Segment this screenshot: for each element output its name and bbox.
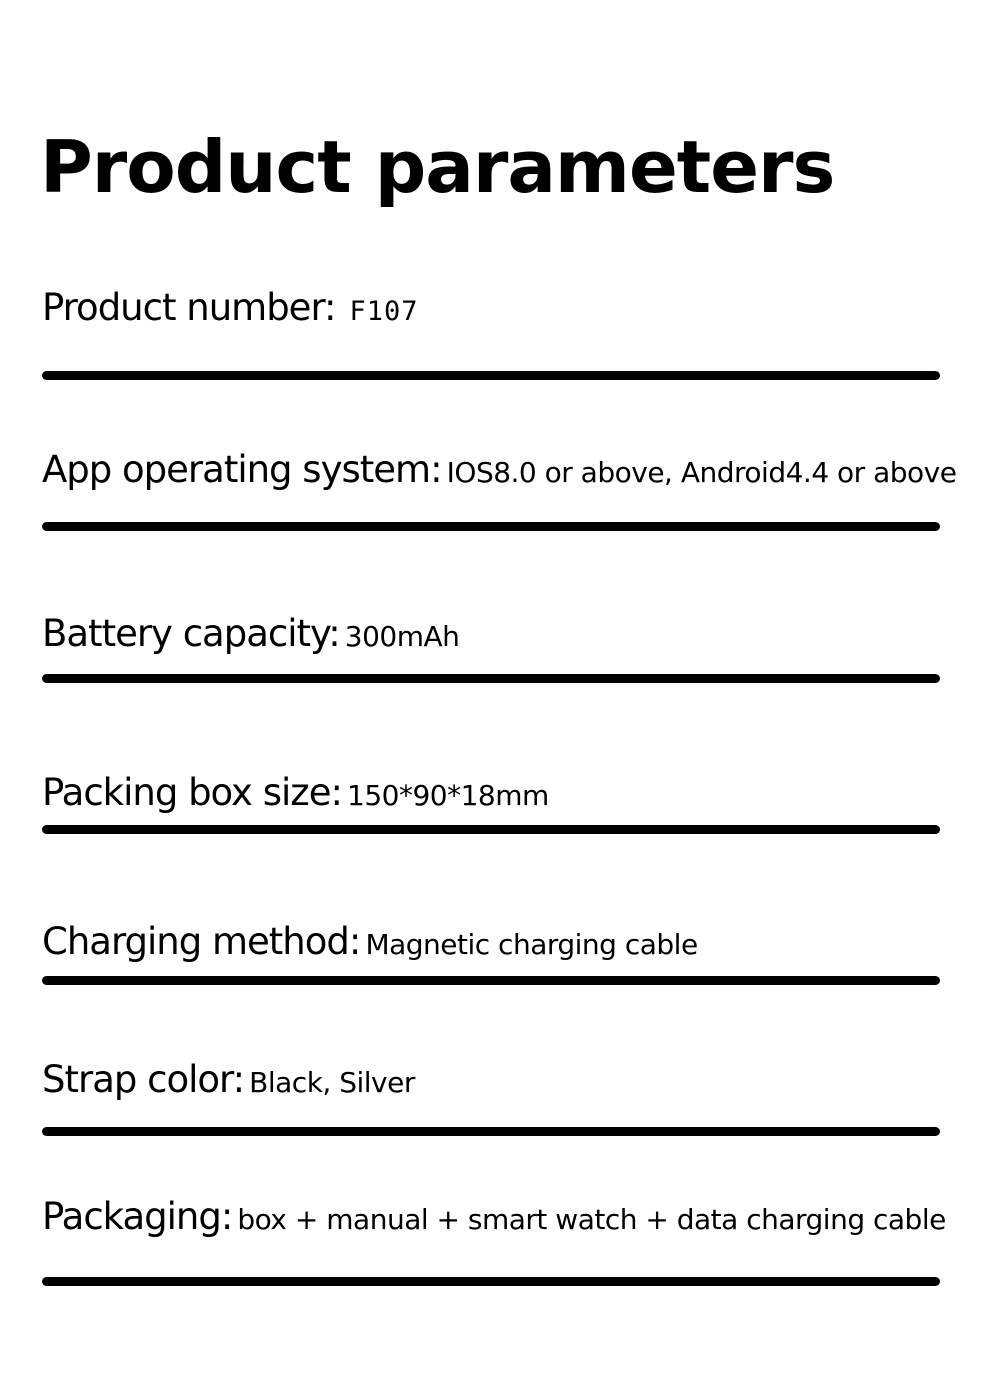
page-title: Product parameters: [40, 125, 835, 209]
divider: [42, 1277, 940, 1286]
param-label: Packing box size:: [42, 771, 342, 814]
divider: [42, 825, 940, 834]
divider: [42, 1127, 940, 1136]
param-row-app-operating-system: [42, 447, 957, 496]
param-label: Packaging:: [42, 1195, 233, 1238]
param-value: Magnetic charging cable: [365, 928, 698, 961]
param-row-product-number: [42, 285, 942, 335]
param-row-charging-method: [42, 919, 942, 968]
param-label: App operating system:: [42, 448, 442, 491]
param-value: Black, Silver: [249, 1066, 415, 1099]
divider: [42, 371, 940, 380]
param-value: box + manual + smart watch + data charging cable: [237, 1203, 946, 1236]
param-value: IOS8.0 or above, Android4.4 or above: [446, 456, 957, 489]
param-label: Battery capacity:: [42, 612, 340, 655]
param-label: Charging method:: [42, 920, 361, 963]
param-value: F107: [349, 296, 419, 327]
param-value: 300mAh: [344, 620, 460, 653]
param-label: Product number:: [42, 286, 336, 329]
param-row-strap-color: [42, 1057, 942, 1106]
param-row-packing-box-size: [42, 770, 942, 819]
divider: [42, 976, 940, 985]
divider: [42, 674, 940, 683]
param-label: Strap color:: [42, 1058, 245, 1101]
param-value: 150*90*18mm: [347, 779, 549, 812]
divider: [42, 522, 940, 531]
param-row-packaging: [42, 1194, 946, 1243]
param-row-battery-capacity: [42, 611, 942, 660]
